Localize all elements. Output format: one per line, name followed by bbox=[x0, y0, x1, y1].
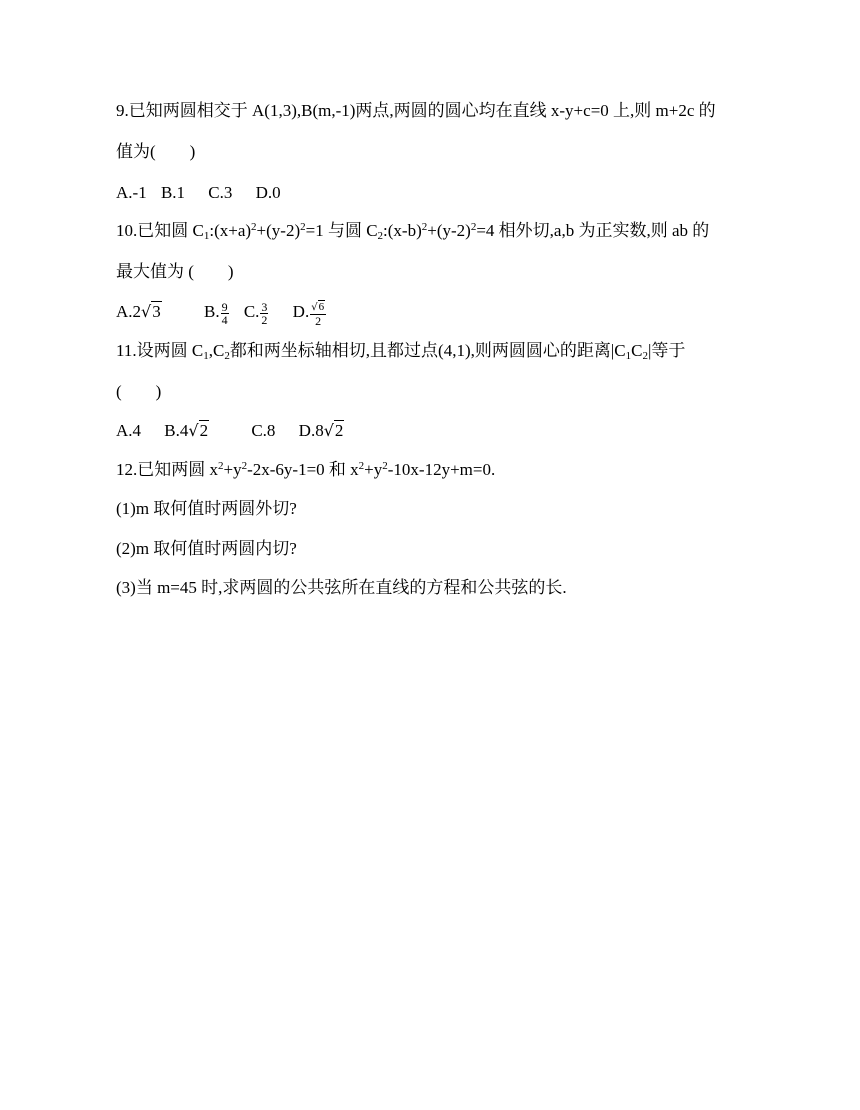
q11-stem-line2: ( ) bbox=[116, 382, 162, 401]
q11-options bbox=[116, 421, 344, 441]
q11-option-a: A.4 bbox=[116, 421, 142, 440]
q11-option-d: D.8√2 bbox=[298, 421, 344, 440]
q9-option-a: A.-1 bbox=[116, 183, 147, 202]
q10-option-a: A.2√3 bbox=[116, 302, 161, 322]
q10-option-c: C. $\frac{3}{2}$ bbox=[243, 300, 268, 327]
q10-option-d: D. $\frac{√6}{2}$ bbox=[292, 301, 325, 328]
q11-option-c: C.8 bbox=[251, 421, 276, 440]
q9-option-b: B.1 bbox=[160, 183, 186, 202]
q9-option-c: C.3 bbox=[208, 183, 233, 202]
q9-stem-line2: 值为( ) bbox=[116, 142, 196, 161]
q10-stem-line2: 最大值为 ( ) bbox=[116, 262, 234, 281]
q11-stem-line1: 11.设两圆 $C_1,C_2$都和两坐标轴相切,且都过点(4,1),则两圆圆心的距离$|C_1C_2|$等于 bbox=[116, 341, 686, 362]
q12-part-3: (3)当 m=45 时,求两圆的公共弦所在直线的方程和公共弦的长. bbox=[116, 578, 567, 597]
q10-options bbox=[116, 300, 327, 327]
q12-stem: 12.已知两圆 $x^2+y^2-2x-6y-1=0$ 和 $x^2+y^2-10x-12y+m=0$. bbox=[116, 460, 496, 479]
q12-part-1: (1)m 取何值时两圆外切? bbox=[116, 499, 297, 518]
q9-options bbox=[116, 183, 281, 203]
q9-option-d: D.0 bbox=[255, 183, 281, 202]
q12-part-2: (2)m 取何值时两圆内切? bbox=[116, 539, 297, 558]
q10-stem-line1: 10.已知圆 $C_1:(x+a)^2+(y-2)^2=1$ 与圆 $C_2:(x-b)^2+(y-2)^2=4$ 相外切,a,b 为正实数,则 ab 的 bbox=[116, 221, 710, 242]
q11-option-b: B.4√2 bbox=[164, 421, 209, 440]
q9-stem-line1: 9.已知两圆相交于 A(1,3),B(m,-1)两点,两圆的圆心均在直线 x-y+c=0 上,则 m+2c 的 bbox=[116, 101, 716, 120]
q10-option-b: B. $\frac{9}{4}$ bbox=[203, 300, 228, 327]
